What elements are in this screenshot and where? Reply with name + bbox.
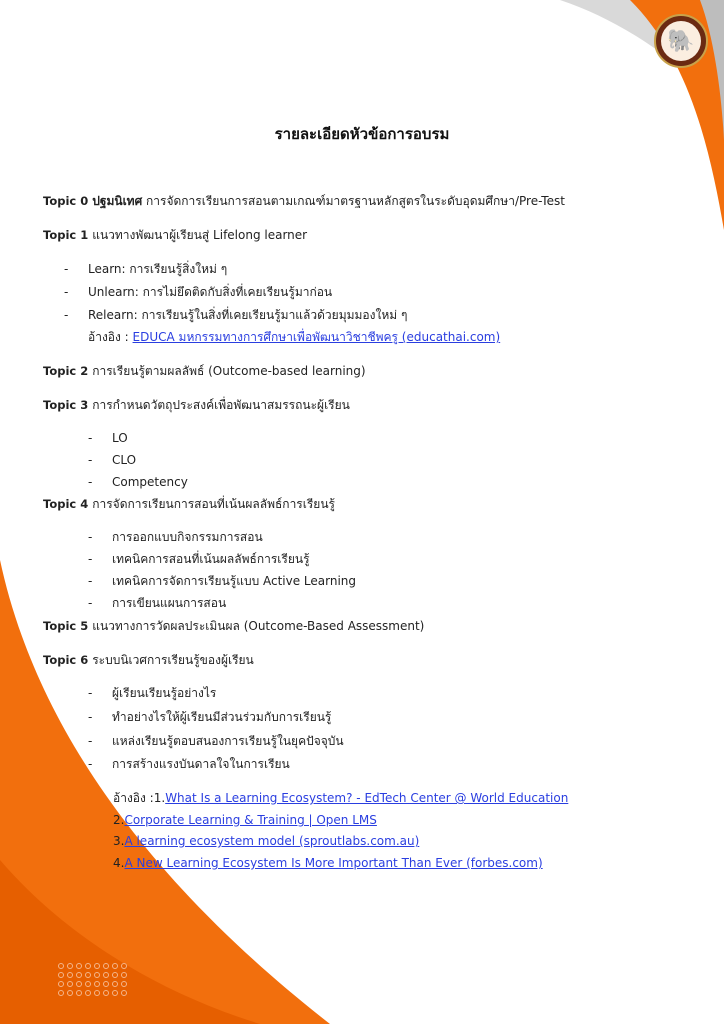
list-item: - ทำอย่างไรให้ผู้เรียนมีส่วนร่วมกับการเรียนรู้: [88, 710, 332, 724]
decorative-dot: [76, 972, 82, 978]
decorative-dot: [58, 972, 64, 978]
reference-2: 2.Corporate Learning & Training | Open LMS: [113, 813, 377, 827]
decorative-dot: [121, 981, 127, 987]
decorative-dot: [103, 990, 109, 996]
decorative-dot: [58, 981, 64, 987]
reference-3: 3.A learning ecosystem model (sproutlabs.com.au): [113, 834, 420, 848]
decorative-dot: [67, 981, 73, 987]
list-item: - CLO: [88, 453, 137, 467]
topic-1-label: Topic 1: [43, 228, 89, 242]
topic-4-text: การจัดการเรียนการสอนที่เน้นผลลัพธ์การเรียนรู้: [92, 497, 335, 511]
reference-link-openlms[interactable]: Corporate Learning & Training | Open LMS: [124, 813, 377, 827]
topic-1-text: แนวทางพัฒนาผู้เรียนสู่ Lifelong learner: [92, 228, 308, 242]
list-item: - Unlearn: การไม่ยึดติดกับสิ่งที่เคยเรียนรู้มาก่อน: [64, 285, 333, 299]
reference-1: อ้างอิง :1.What Is a Learning Ecosystem? - EdTech Center @ World Education: [113, 791, 569, 805]
topic-3-text: การกำหนดวัตถุประสงค์เพื่อพัฒนาสมรรถนะผู้เรียน: [92, 398, 350, 412]
reference-link-sproutlabs[interactable]: A learning ecosystem model (sproutlabs.com.au): [124, 834, 420, 848]
decorative-dot: [94, 963, 100, 969]
topic-0: [43, 193, 565, 209]
decorative-dot: [94, 972, 100, 978]
page-title: รายละเอียดหัวข้อการอบรม: [274, 125, 450, 143]
topic-2: [43, 363, 366, 379]
topic-5-text: แนวทางการวัดผลประเมินผล (Outcome-Based Assessment): [92, 619, 425, 633]
topic-0-text: การจัดการเรียนการสอนตามเกณฑ์มาตรฐานหลักสูตรในระดับอุดมศึกษา/Pre-Test: [142, 194, 565, 208]
topic-6-label: Topic 6: [43, 653, 89, 667]
topic-2-text: การเรียนรู้ตามผลลัพธ์ (Outcome-based learning): [92, 364, 366, 378]
topic-3-label: Topic 3: [43, 398, 89, 412]
list-item: - การสร้างแรงบันดาลใจในการเรียน: [88, 757, 290, 771]
decorative-dot: [67, 963, 73, 969]
list-item: - การออกแบบกิจกรรมการสอน: [88, 530, 263, 544]
decorative-dot: [112, 990, 118, 996]
decorative-dot: [58, 963, 64, 969]
decorative-dot: [121, 963, 127, 969]
list-item: - LO: [88, 431, 128, 445]
decorative-dot: [121, 972, 127, 978]
topic-0-label: Topic 0: [43, 194, 89, 208]
decorative-dot: [76, 963, 82, 969]
decorative-dot: [112, 963, 118, 969]
reference-link-educathai[interactable]: EDUCA มหกรรมทางการศึกษาเพื่อพัฒนาวิชาชีพครู (educathai.com): [132, 330, 501, 344]
topic-1: [43, 227, 307, 243]
decorative-dot: [112, 972, 118, 978]
decorative-dot: [67, 972, 73, 978]
topic-4: [43, 496, 335, 512]
topic-5-label: Topic 5: [43, 619, 89, 633]
reference-link-forbes[interactable]: A New Learning Ecosystem Is More Important Than Ever (forbes.com): [124, 856, 543, 870]
list-item: - Learn: การเรียนรู้สิ่งใหม่ ๆ: [64, 262, 228, 276]
topic-6-text: ระบบนิเวศการเรียนรู้ของผู้เรียน: [92, 653, 254, 667]
list-item: - เทคนิคการสอนที่เน้นผลลัพธ์การเรียนรู้: [88, 552, 310, 566]
topic-4-label: Topic 4: [43, 497, 89, 511]
topic-2-label: Topic 2: [43, 364, 89, 378]
topic-6: [43, 652, 254, 668]
list-item: - ผู้เรียนเรียนรู้อย่างไร: [88, 686, 217, 700]
decorative-dot: [85, 981, 91, 987]
decorative-dot: [85, 972, 91, 978]
topic-3: [43, 397, 350, 413]
decorative-dot: [103, 972, 109, 978]
decorative-dot: [121, 990, 127, 996]
decorative-dot: [103, 963, 109, 969]
decorative-dot: [103, 981, 109, 987]
list-item: - เทคนิคการจัดการเรียนรู้แบบ Active Learning: [88, 574, 357, 588]
reference-4: 4.A New Learning Ecosystem Is More Important Than Ever (forbes.com): [113, 856, 543, 870]
list-item: - Relearn: การเรียนรู้ในสิ่งที่เคยเรียนรู้มาแล้วด้วยมุมมองใหม่ ๆ: [64, 308, 408, 322]
decorative-dot: [85, 990, 91, 996]
decorative-dot: [94, 981, 100, 987]
decorative-dot: [85, 963, 91, 969]
institution-logo: [654, 14, 708, 68]
decorative-dot: [67, 990, 73, 996]
list-item: - แหล่งเรียนรู้ตอบสนองการเรียนรู้ในยุคปัจจุบัน: [88, 734, 344, 748]
reference-line: [88, 329, 500, 345]
decorative-dot: [112, 981, 118, 987]
elephant-emblem-icon: 🐘: [661, 21, 701, 61]
decorative-dot: [94, 990, 100, 996]
decorative-dot: [58, 990, 64, 996]
list-item: - การเขียนแผนการสอน: [88, 596, 227, 610]
list-item: - Competency: [88, 475, 188, 489]
reference-prefix: อ้างอิง :: [88, 330, 133, 344]
decorative-dot: [76, 990, 82, 996]
reference-link-worlded[interactable]: What Is a Learning Ecosystem? - EdTech Center @ World Education: [165, 791, 569, 805]
topic-0-bold: ปฐมนิเทศ: [92, 194, 143, 208]
topic-5: [43, 618, 424, 634]
decorative-dot: [76, 981, 82, 987]
